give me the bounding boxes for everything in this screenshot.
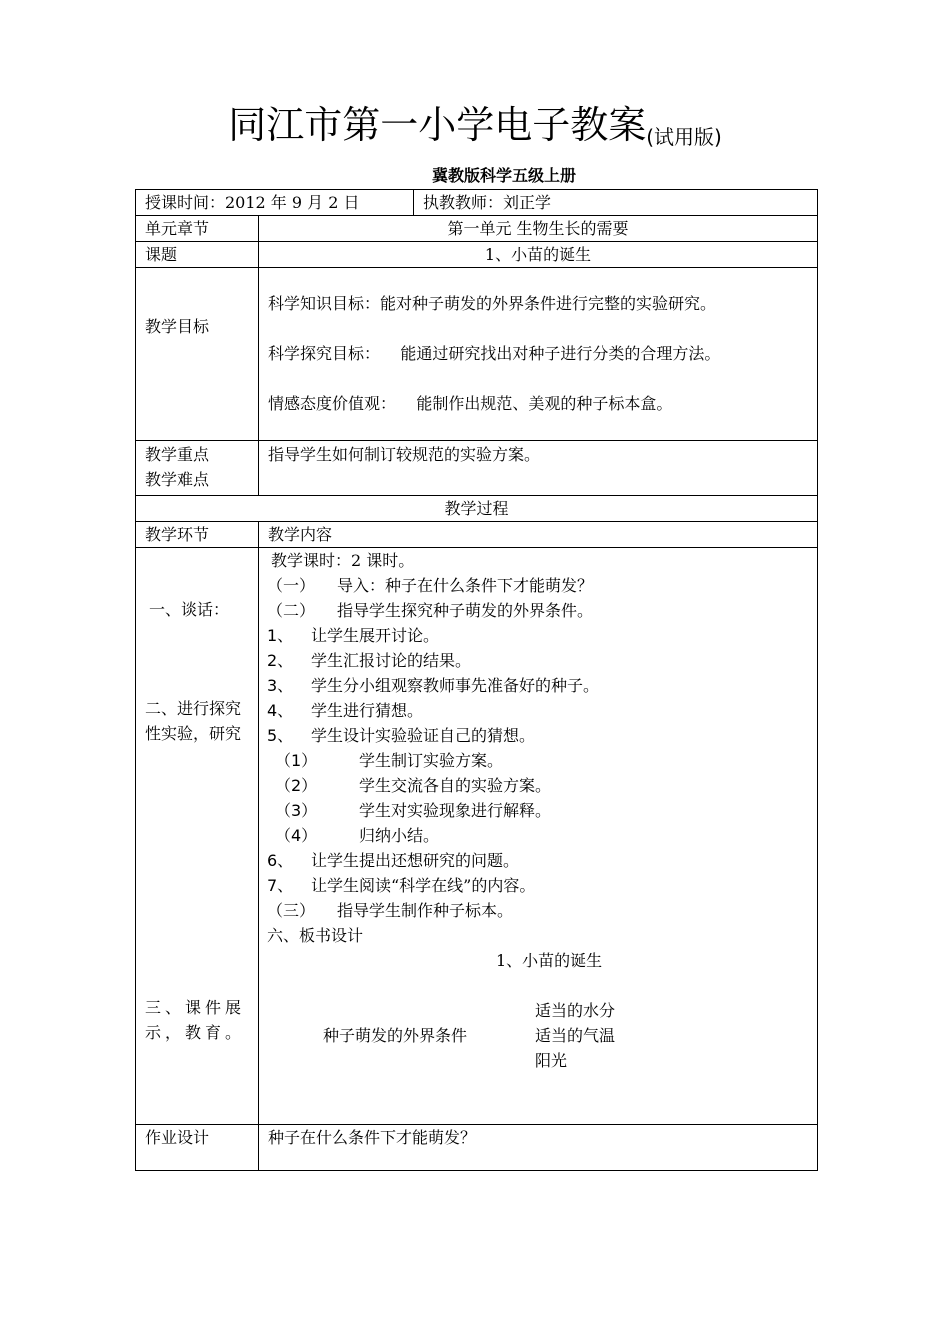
stage-talk: 一、谈话：	[149, 600, 230, 619]
homework-label: 作业设计	[136, 1125, 259, 1171]
process-col-content: 教学内容	[259, 522, 818, 548]
keypoints-label: 教学重点 教学难点	[136, 441, 259, 496]
document-title	[0, 100, 950, 162]
section-intro: （一） 导入：种子在什么条件下才能萌发？	[267, 576, 594, 595]
process-heading: 教学过程	[136, 496, 818, 522]
goal-knowledge: 科学知识目标：能对种子萌发的外界条件进行完整的实验研究。	[268, 294, 717, 313]
unit-label: 单元章节	[136, 216, 259, 242]
date-cell: 授课时间：2012 年 9 月 2 日	[136, 190, 414, 216]
unit-value: 第一单元 生物生长的需要	[259, 216, 818, 242]
stage-courseware: 三、课件展示，教育。	[145, 998, 246, 1042]
board-heading: 六、板书设计	[267, 926, 364, 945]
goals-content	[259, 268, 818, 441]
section-specimen: （三） 指导学生制作种子标本。	[267, 901, 514, 920]
lesson-plan-table	[135, 189, 818, 1171]
process-content	[259, 548, 818, 1125]
board-item-water: 适当的水分	[535, 1001, 616, 1020]
goals-label: 教学目标	[136, 268, 259, 441]
substep-1: （1） 学生制订实验方案。	[275, 751, 504, 770]
substep-4: （4） 归纳小结。	[275, 826, 440, 845]
board-left-label: 种子萌发的外界条件	[323, 1026, 468, 1045]
stage-column	[136, 548, 259, 1125]
step-6: 6、 让学生提出还想研究的问题。	[267, 851, 520, 870]
section-explore: （二） 指导学生探究种子萌发的外界条件。	[267, 601, 594, 620]
lesson-hours: 教学课时：2 课时。	[271, 551, 415, 570]
teacher-cell: 执教教师：刘正学	[414, 190, 818, 216]
step-7: 7、 让学生阅读“科学在线”的内容。	[267, 876, 536, 895]
process-col-stage: 教学环节	[136, 522, 259, 548]
substep-2: （2） 学生交流各自的实验方案。	[275, 776, 552, 795]
step-2: 2、 学生汇报讨论的结果。	[267, 651, 472, 670]
board-item-temperature: 适当的气温	[535, 1026, 616, 1045]
goal-attitude: 情感态度价值观： 能制作出规范、美观的种子标本盒。	[268, 394, 673, 413]
title-main: 同江市第一小学电子教案	[228, 103, 647, 147]
lesson-label: 课题	[136, 242, 259, 268]
board-title: 1、小苗的诞生	[496, 951, 603, 970]
board-item-sunlight: 阳光	[535, 1051, 568, 1070]
goal-inquiry: 科学探究目标： 能通过研究找出对种子进行分类的合理方法。	[268, 344, 721, 363]
lesson-value: 1、小苗的诞生	[259, 242, 818, 268]
step-5: 5、 学生设计实验验证自己的猜想。	[267, 726, 536, 745]
stage-inquiry: 二、进行探究性实验，研究	[145, 699, 242, 743]
homework-value: 种子在什么条件下才能萌发？	[259, 1125, 818, 1171]
step-4: 4、 学生进行猜想。	[267, 701, 424, 720]
keypoints-value: 指导学生如何制订较规范的实验方案。	[259, 441, 818, 496]
title-suffix: (试用版)	[646, 125, 722, 149]
step-1: 1、 让学生展开讨论。	[267, 626, 440, 645]
step-3: 3、 学生分小组观察教师事先准备好的种子。	[267, 676, 600, 695]
document-subtitle: 冀教版科学五级上册	[432, 166, 577, 185]
board-design	[267, 948, 817, 1123]
substep-3: （3） 学生对实验现象进行解释。	[275, 801, 552, 820]
